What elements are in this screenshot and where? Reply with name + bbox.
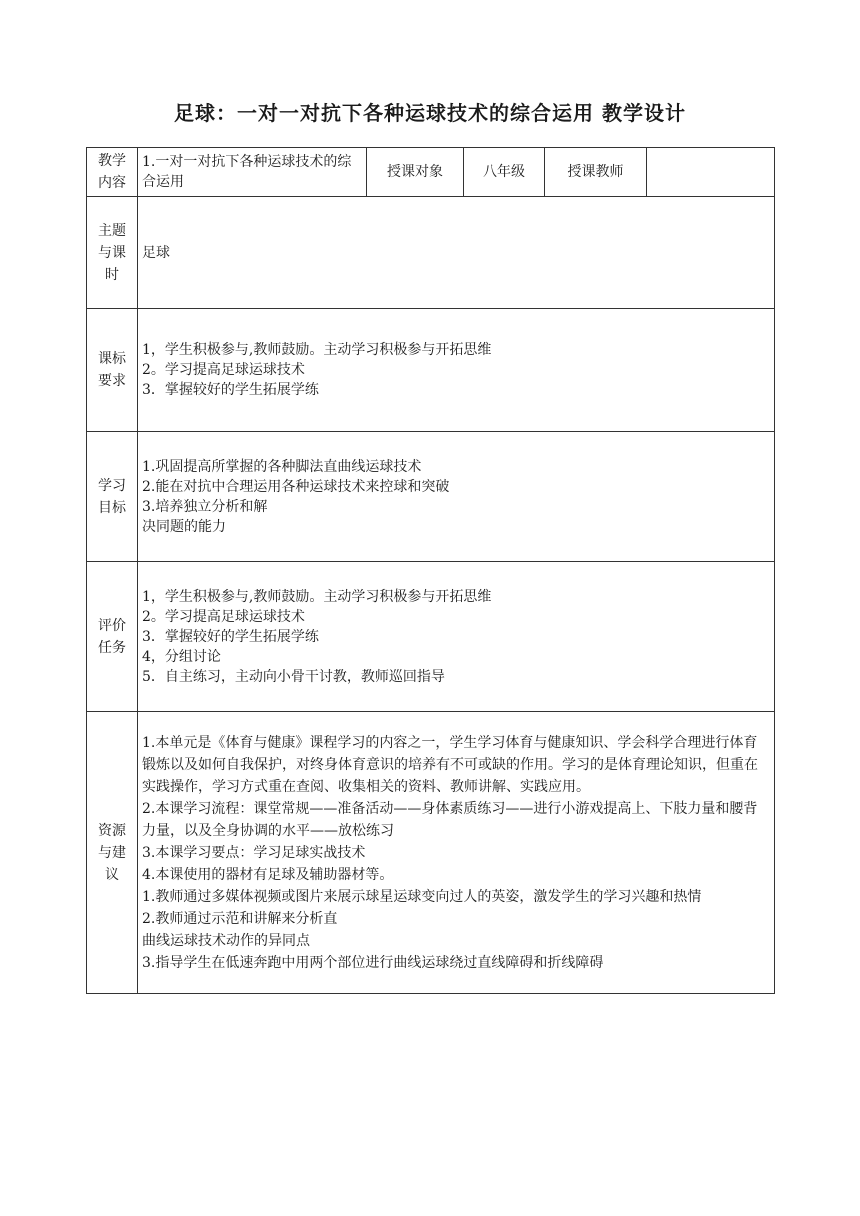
label-evaluation: 评价任务 xyxy=(87,562,138,712)
label-standard: 课标要求 xyxy=(87,309,138,432)
teacher-value xyxy=(647,148,775,197)
objective-line: 决同题的能力 xyxy=(142,518,226,535)
standard-line: 3．掌握较好的学生拓展学练 xyxy=(142,382,319,398)
resources-content xyxy=(138,712,775,994)
label-objective: 学习目标 xyxy=(87,432,138,562)
objective-content xyxy=(138,432,775,562)
row-topic xyxy=(87,197,775,309)
row-objective xyxy=(87,432,775,562)
row-standard xyxy=(87,309,775,432)
evaluation-line: 5．自主练习，主动向小骨干讨教，教师巡回指导 xyxy=(142,668,445,685)
evaluation-line: 2。学习提高足球运球技术 xyxy=(142,608,305,625)
label-teacher: 授课教师 xyxy=(545,148,647,197)
resources-line: 1.本单元是《体育与健康》课程学习的内容之一，学生学习体育与健康知识、学会科学合理进行体育锻炼以及如何自我保护，对终身体育意识的培养有不可或缺的作用。学习的是体育理论知识，但重在实践操作，学习方式重在查阅、收集相关的资料、教师讲解、实践应用。 xyxy=(142,734,758,795)
row-teaching-content xyxy=(87,148,775,197)
resources-line: 2.教师通过示范和讲解来分析直 xyxy=(142,910,338,927)
label-topic: 主题与课时 xyxy=(87,197,138,309)
resources-line: 2.本课学习流程：课堂常规——准备活动——身体素质练习——进行小游戏提高上、下肢力量和腰背力量，以及全身协调的水平——放松练习 xyxy=(142,800,758,839)
document-title: 足球：一对一对抗下各种运球技术的综合运用 教学设计 xyxy=(174,101,686,125)
lesson-plan-table xyxy=(86,147,775,994)
topic-value: 足球 xyxy=(138,197,775,309)
teaching-content-value: 1.一对一对抗下各种运球技术的综合运用 xyxy=(138,148,367,197)
row-resources xyxy=(87,712,775,994)
resources-line: 3.指导学生在低速奔跑中用两个部位进行曲线运球绕过直线障碍和折线障碍 xyxy=(142,954,604,971)
resources-line: 4.本课使用的器材有足球及辅助器材等。 xyxy=(142,866,394,883)
row-evaluation xyxy=(87,562,775,712)
evaluation-content xyxy=(138,562,775,712)
standard-line: 1，学生积极参与,教师鼓励。主动学习积极参与开拓思维 xyxy=(142,342,492,358)
evaluation-line: 4，分组讨论 xyxy=(142,648,221,665)
resources-line: 1.教师通过多媒体视频或图片来展示球星运球变向过人的英姿，激发学生的学习兴趣和热情 xyxy=(142,888,702,905)
evaluation-line: 3．掌握较好的学生拓展学练 xyxy=(142,628,319,645)
label-resources: 资源与建议 xyxy=(87,712,138,994)
standard-content xyxy=(138,309,775,432)
evaluation-line: 1，学生积极参与,教师鼓励。主动学习积极参与开拓思维 xyxy=(142,588,492,605)
resources-line: 3.本课学习要点：学习足球实战技术 xyxy=(142,844,366,861)
objective-line: 1.巩固提高所掌握的各种脚法直曲线运球技术 xyxy=(142,458,422,475)
target-students-value: 八年级 xyxy=(464,148,545,197)
standard-line: 2。学习提高足球运球技术 xyxy=(142,362,305,378)
objective-line: 2.能在对抗中合理运用各种运球技术来控球和突破 xyxy=(142,478,450,495)
objective-line: 3.培养独立分析和解 xyxy=(142,498,268,515)
resources-line: 曲线运球技术动作的异同点 xyxy=(142,932,310,949)
label-teaching-content: 教学内容 xyxy=(87,148,138,197)
label-target-students: 授课对象 xyxy=(367,148,464,197)
